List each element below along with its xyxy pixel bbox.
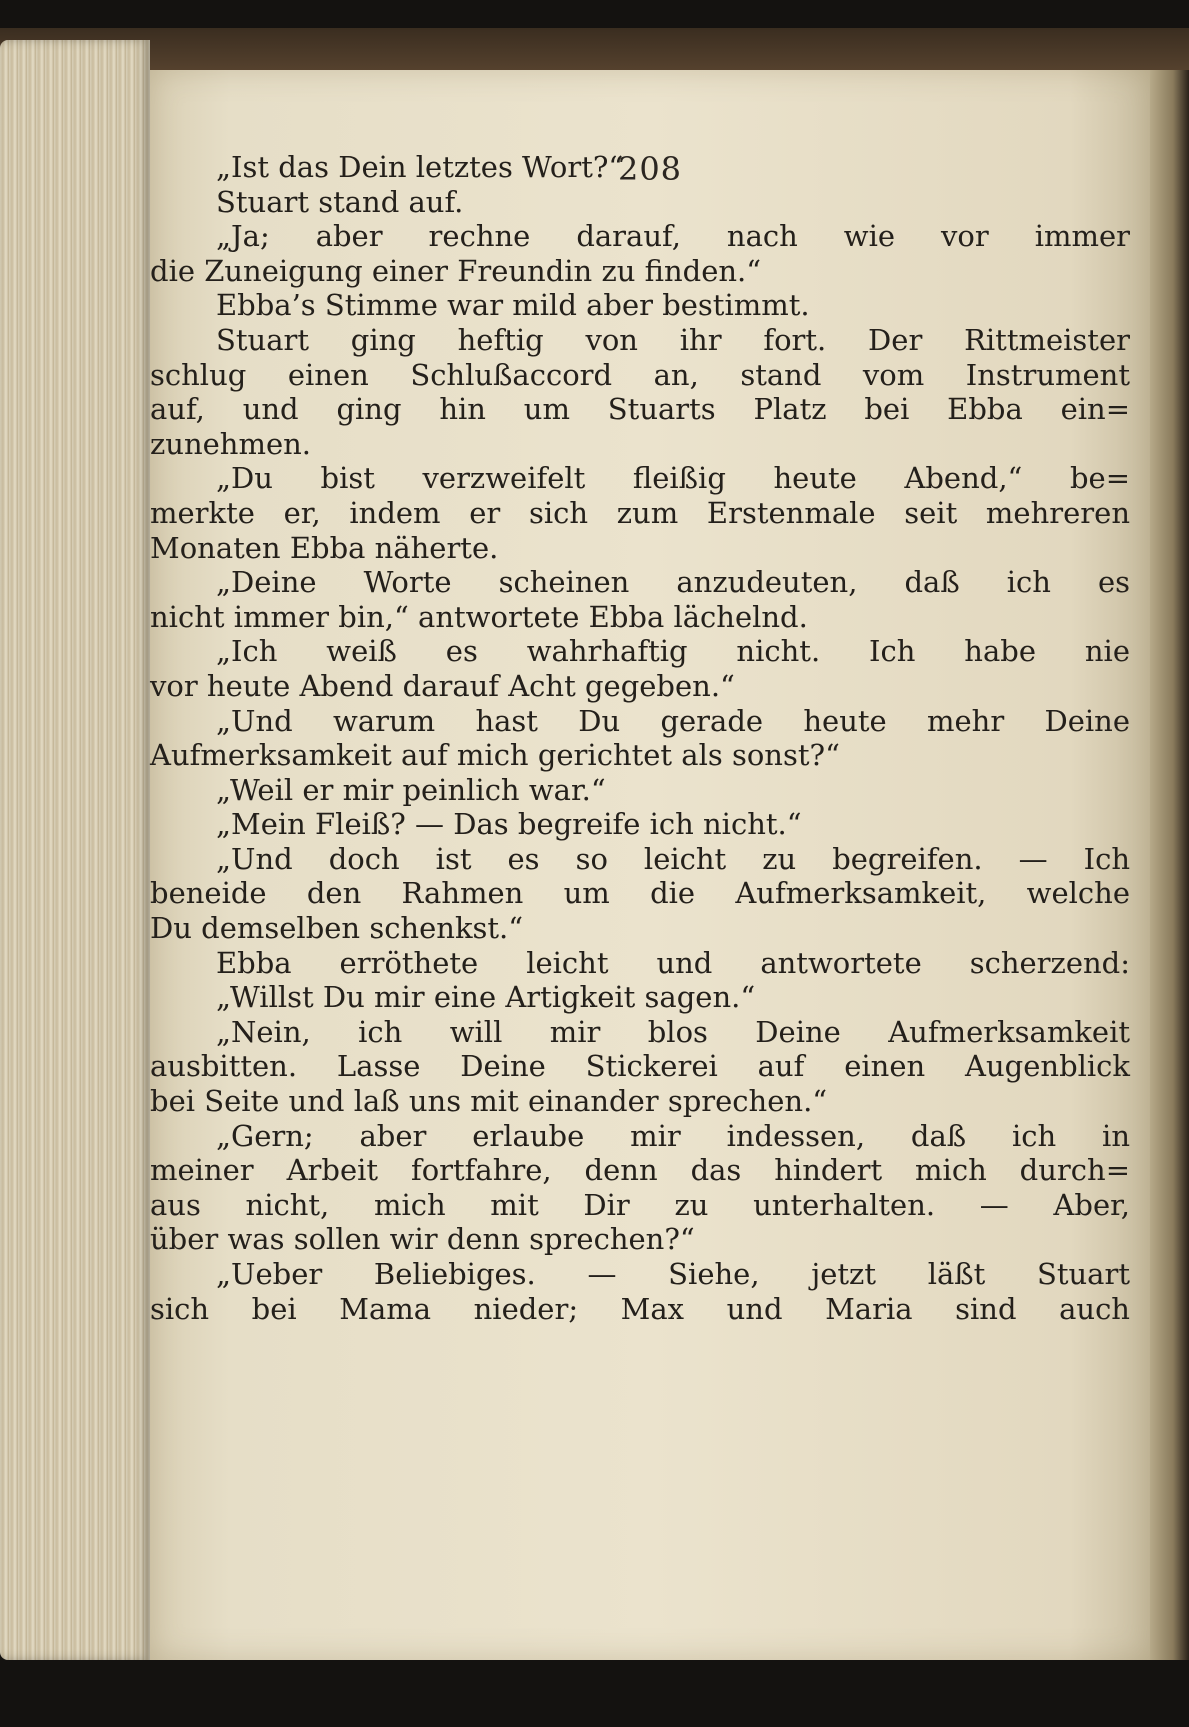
text-line: meiner Arbeit fortfahre, denn das hindert mich durch= <box>150 1153 1130 1188</box>
text-line: „Und doch ist es so leicht zu begreifen. — Ich <box>216 841 1130 876</box>
text-line: „Du bist verzweifelt fleißig heute Abend,“ be= <box>216 461 1130 496</box>
text-line: Stuart stand auf. <box>216 184 464 219</box>
text-line: „Gern; aber erlaube mir indessen, daß ich in <box>216 1118 1130 1153</box>
text-line: „Mein Fleiß? — Das begreife ich nicht.“ <box>216 807 802 842</box>
text-line: zunehmen. <box>150 426 312 461</box>
text-line: aus nicht, mich mit Dir zu unterhalten. — Aber, <box>150 1187 1130 1222</box>
text-line: vor heute Abend darauf Acht gegeben.“ <box>150 668 735 703</box>
text-line: „Und warum hast Du gerade heute mehr Deine <box>216 703 1130 738</box>
page-number: 208 <box>617 150 683 188</box>
page-text <box>150 150 1130 1326</box>
text-line: Monaten Ebba näherte. <box>150 530 499 565</box>
text-line: Aufmerksamkeit auf mich gerichtet als sonst?“ <box>150 738 840 773</box>
text-line: „Nein, ich will mir blos Deine Aufmerksamkeit <box>216 1014 1130 1049</box>
text-line: „Ich weiß es wahrhaftig nicht. Ich habe nie <box>216 634 1130 669</box>
text-line: merkte er, indem er sich zum Erstenmale seit mehreren <box>150 495 1130 530</box>
text-line: „Ueber Beliebiges. — Siehe, jetzt läßt Stuart <box>216 1257 1130 1291</box>
text-line: „Willst Du mir eine Artigkeit sagen.“ <box>216 980 756 1015</box>
text-line: auf, und ging hin um Stuarts Platz bei Ebba ein= <box>150 392 1130 427</box>
text-line: Du demselben schenkst.“ <box>150 911 524 946</box>
text-line: Ebba’s Stimme war mild aber bestimmt. <box>216 288 810 323</box>
text-line: sich bei Mama nieder; Max und Maria sind auch <box>150 1291 1130 1326</box>
book-spine-edge <box>1149 70 1189 1660</box>
text-line: beneide den Rahmen um die Aufmerksamkeit, welche <box>150 876 1130 911</box>
text-line: die Zuneigung einer Freundin zu finden.“ <box>150 253 762 288</box>
book-page-edges <box>0 40 150 1660</box>
text-line: Ebba erröthete leicht und antwortete scherzend: <box>216 945 1130 980</box>
text-line: bei Seite und laß uns mit einander sprechen.“ <box>150 1084 828 1119</box>
text-line: „Ja; aber rechne darauf, nach wie vor immer <box>216 219 1130 254</box>
text-line: nicht immer bin,“ antwortete Ebba lächelnd. <box>150 599 808 634</box>
text-line: schlug einen Schlußaccord an, stand vom Instrument <box>150 357 1130 392</box>
text-line: Stuart ging heftig von ihr fort. Der Rittmeister <box>216 322 1130 357</box>
text-line: „Deine Worte scheinen anzudeuten, daß ich es <box>216 565 1130 600</box>
text-line: über was sollen wir denn sprechen?“ <box>150 1222 695 1257</box>
text-line: „Ist das Dein letztes Wort?“ <box>216 150 624 184</box>
text-line: „Weil er mir peinlich war.“ <box>216 772 606 807</box>
text-line: ausbitten. Lasse Deine Stickerei auf einen Augenblick <box>150 1049 1130 1084</box>
